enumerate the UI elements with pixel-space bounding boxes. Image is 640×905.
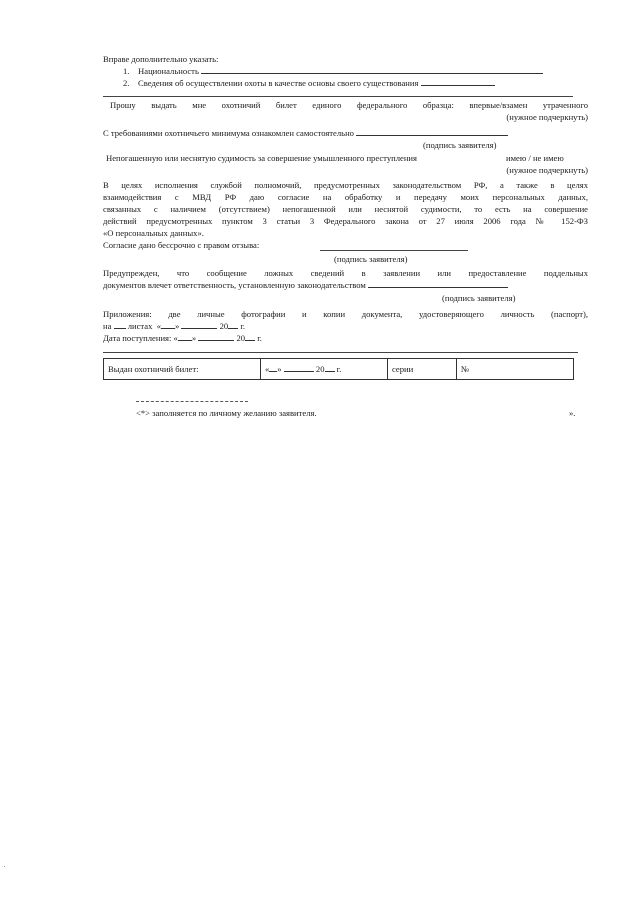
attachments-line: Приложения: две личные фотографии и копии документа, удостоверяющего личность (паспорт), (103, 309, 588, 319)
conviction-label: Непогашенную или неснятую судимость за совершение умышленного преступления (106, 153, 417, 163)
minimum-row (103, 128, 508, 138)
warning-line: документов влечет ответственность, установленную законодательством (103, 280, 366, 290)
warning-row (103, 280, 508, 290)
sheets-day-field[interactable] (161, 321, 175, 329)
request-line: Прошу выдать мне охотничий билет единого федерального образца: впервые/взамен утраченного (110, 100, 588, 110)
nationality-field[interactable] (201, 66, 543, 74)
underline-hint: (нужное подчеркнуть) (506, 112, 588, 122)
series-cell[interactable]: серии (388, 359, 457, 380)
consent-line: взаимодействия с МВД РФ даю согласие на обработку и передачу моих персональных данных, (103, 192, 588, 202)
consent-line: связанных с наличием (отсутствием) непогашенной или неснятой судимости, то есть на совершение (103, 204, 588, 214)
section-divider (103, 352, 578, 353)
sheets-count-field[interactable] (114, 321, 126, 329)
conviction-options[interactable]: имею / не имею (506, 153, 564, 163)
sheets-row: на листах « » 20 г. (103, 321, 246, 331)
minimum-label: С требованиями охотничьего минимума ознакомлен самостоятельно (103, 128, 354, 138)
sheets-year-field[interactable] (228, 321, 238, 329)
extra-info-label: Вправе дополнительно указать: (103, 54, 219, 64)
issue-month-field[interactable] (284, 364, 314, 372)
signature-hint: (подпись заявителя) (334, 254, 408, 264)
warning-line: Предупрежден, что сообщение ложных сведений в заявлении или предоставление поддельных (103, 268, 588, 278)
issued-label-cell: Выдан охотничий билет: (104, 359, 261, 380)
minimum-signature-field[interactable] (356, 128, 508, 136)
issue-table (103, 358, 574, 380)
nationality-row (123, 66, 543, 76)
underline-hint: (нужное подчеркнуть) (506, 165, 588, 175)
sheets-month-field[interactable] (181, 321, 217, 329)
scan-speck (4, 866, 5, 867)
signature-hint: (подпись заявителя) (423, 140, 497, 150)
sheets-prefix: на (103, 321, 112, 331)
sheets-word: листах (127, 321, 153, 331)
hunting-livelihood-row (123, 78, 495, 88)
consent-given-label: Согласие дано бессрочно с правом отзыва: (103, 240, 260, 250)
hunting-livelihood-field-line2[interactable] (103, 96, 573, 97)
closing-quote: ». (569, 408, 576, 418)
consent-line: «О персональных данных». (103, 228, 204, 238)
consent-signature-field[interactable] (320, 250, 468, 251)
receipt-month-field[interactable] (198, 333, 234, 341)
issue-year-field[interactable] (325, 364, 335, 372)
signature-hint: (подпись заявителя) (442, 293, 516, 303)
hunting-livelihood-label: Сведения об осуществлении охоты в качестве основы своего существования (138, 78, 419, 88)
receipt-day-field[interactable] (178, 333, 192, 341)
issue-date-cell[interactable]: « » 20 г. (261, 359, 388, 380)
item-number: 1. (123, 66, 130, 76)
number-cell[interactable]: № (457, 359, 574, 380)
warning-signature-field[interactable] (368, 280, 508, 288)
footnote-separator (136, 401, 248, 402)
nationality-label: Национальность (138, 66, 199, 76)
footnote: <*> заполняется по личному желанию заявителя. (136, 408, 317, 418)
receipt-date-row: Дата поступления: « » 20 г. (103, 333, 262, 343)
consent-line: действий предусмотренных пунктом 3 статьи 3 Федерального закона от 27 июля 2006 года № 152-ФЗ (103, 216, 588, 226)
receipt-year-field[interactable] (245, 333, 255, 341)
consent-line: В целях исполнения службой полномочий, предусмотренных законодательством РФ, а также в целях (103, 180, 588, 190)
hunting-livelihood-field[interactable] (421, 78, 495, 86)
receipt-label: Дата поступления: (103, 333, 172, 343)
table-row (104, 359, 574, 380)
item-number: 2. (123, 78, 130, 88)
